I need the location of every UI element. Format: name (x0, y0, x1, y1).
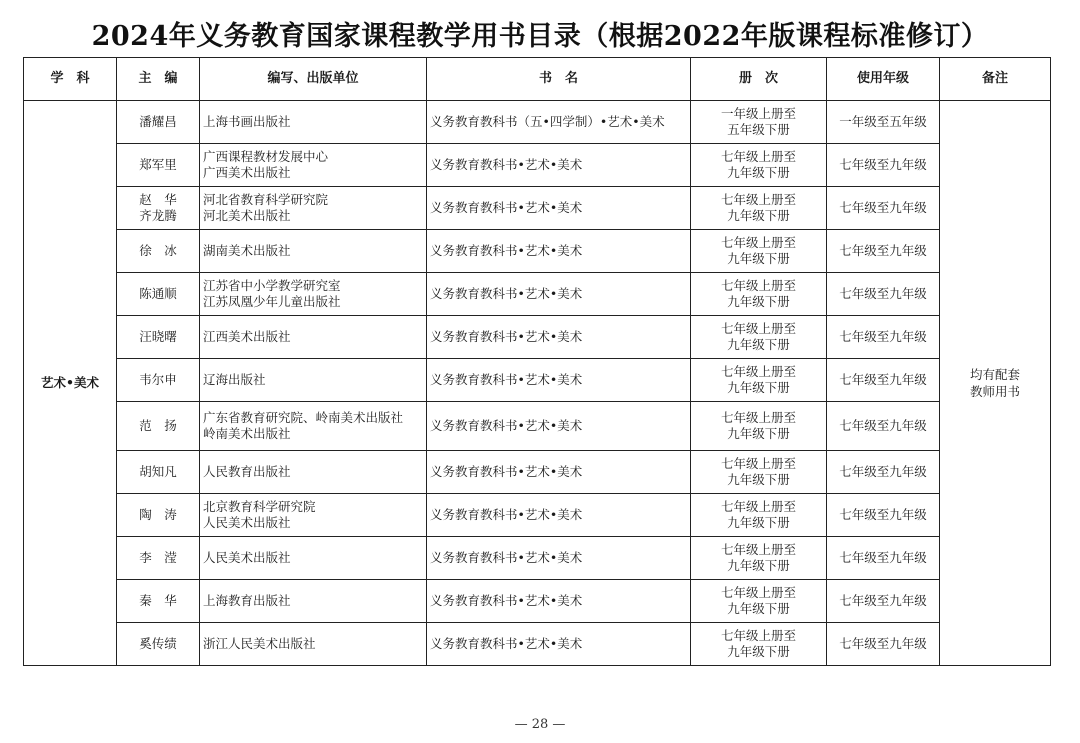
remarks-cell (940, 101, 1051, 666)
volume-range-line: 七年级上册至 (720, 628, 796, 643)
book-title-cell: 义务教育教科书•艺术•美术 (427, 144, 691, 187)
editor-name: 陈通顺 (139, 286, 177, 301)
publisher-cell (200, 144, 427, 187)
table-row (24, 451, 1051, 494)
editor-cell (117, 230, 200, 273)
table-row (24, 230, 1051, 273)
volumes-cell (691, 402, 827, 451)
publisher-cell (200, 359, 427, 402)
subject-cell: 艺术•美术 (24, 101, 117, 666)
editor-name: 胡知凡 (139, 464, 177, 479)
book-title-cell: 义务教育教科书•艺术•美术 (427, 451, 691, 494)
editor-name: 徐 冰 (139, 243, 177, 258)
publisher-cell (200, 316, 427, 359)
volume-range-line: 九年级下册 (727, 165, 790, 180)
book-title-cell: 义务教育教科书•艺术•美术 (427, 402, 691, 451)
grades-cell: 七年级至九年级 (827, 187, 940, 230)
volumes-cell (691, 623, 827, 666)
publisher-name: 人民教育出版社 (203, 464, 291, 479)
volume-range-line: 七年级上册至 (720, 364, 796, 379)
header-editor: 主 编 (117, 58, 200, 101)
publisher-cell (200, 273, 427, 316)
book-title-cell: 义务教育教科书•艺术•美术 (427, 623, 691, 666)
page-number: — 28 — (514, 717, 566, 732)
book-title-cell: 义务教育教科书•艺术•美术 (427, 580, 691, 623)
editor-name: 范 扬 (139, 418, 177, 433)
grades-cell: 七年级至九年级 (827, 537, 940, 580)
volume-range-line: 九年级下册 (727, 251, 790, 266)
grades-cell: 七年级至九年级 (827, 451, 940, 494)
table-row (24, 359, 1051, 402)
volume-range-line: 九年级下册 (727, 515, 790, 530)
publisher-cell (200, 230, 427, 273)
editor-cell (117, 623, 200, 666)
table-row (24, 101, 1051, 144)
header-book-title: 书 名 (427, 58, 691, 101)
editor-name: 陶 涛 (139, 507, 177, 522)
publisher-name: 广东省教育研究院、岭南美术出版社 (203, 410, 404, 425)
publisher-name: 上海教育出版社 (203, 593, 291, 608)
volumes-cell (691, 101, 827, 144)
editor-cell (117, 273, 200, 316)
volume-range-line: 七年级上册至 (720, 235, 796, 250)
volume-range-line: 七年级上册至 (720, 149, 796, 164)
page-title: 2024年义务教育国家课程教学用书目录（根据2022年版课程标准修订） (91, 21, 989, 52)
publisher-cell (200, 494, 427, 537)
editor-cell (117, 187, 200, 230)
textbook-catalog-table (23, 57, 1051, 666)
grades-cell: 七年级至九年级 (827, 316, 940, 359)
publisher-name: 河北省教育科学研究院 (203, 192, 329, 207)
volumes-cell (691, 494, 827, 537)
table-row (24, 494, 1051, 537)
grades-cell: 七年级至九年级 (827, 580, 940, 623)
publisher-name: 江苏凤凰少年儿童出版社 (203, 294, 341, 309)
grades-cell: 一年级至五年级 (827, 101, 940, 144)
table-row (24, 580, 1051, 623)
editor-name: 郑军里 (139, 157, 177, 172)
book-title-cell: 义务教育教科书•艺术•美术 (427, 316, 691, 359)
editor-cell (117, 402, 200, 451)
table-header-row (24, 58, 1051, 101)
grades-cell: 七年级至九年级 (827, 623, 940, 666)
publisher-name: 人民美术出版社 (203, 515, 291, 530)
editor-name: 李 滢 (139, 550, 177, 565)
editor-cell (117, 494, 200, 537)
editor-name: 潘耀昌 (139, 114, 177, 129)
grades-cell: 七年级至九年级 (827, 494, 940, 537)
editor-cell (117, 144, 200, 187)
volumes-cell (691, 359, 827, 402)
table-row (24, 316, 1051, 359)
table-row (24, 144, 1051, 187)
publisher-cell (200, 402, 427, 451)
editor-cell (117, 537, 200, 580)
publisher-name: 江西美术出版社 (203, 329, 291, 344)
book-title-cell: 义务教育教科书•艺术•美术 (427, 187, 691, 230)
volumes-cell (691, 230, 827, 273)
volume-range-line: 七年级上册至 (720, 456, 796, 471)
table-row (24, 623, 1051, 666)
volume-range-line: 九年级下册 (727, 380, 790, 395)
book-title-cell: 义务教育教科书（五•四学制）•艺术•美术 (427, 101, 691, 144)
publisher-cell (200, 623, 427, 666)
editor-name: 奚传绩 (139, 636, 177, 651)
publisher-name: 上海书画出版社 (203, 114, 291, 129)
editor-name: 汪晓曙 (139, 329, 177, 344)
publisher-name: 广西课程教材发展中心 (203, 149, 329, 164)
publisher-name: 人民美术出版社 (203, 550, 291, 565)
volume-range-line: 七年级上册至 (720, 278, 796, 293)
header-grades: 使用年级 (827, 58, 940, 101)
table-row (24, 402, 1051, 451)
table-row (24, 537, 1051, 580)
volume-range-line: 五年级下册 (727, 122, 790, 137)
volume-range-line: 九年级下册 (727, 601, 790, 616)
volume-range-line: 九年级下册 (727, 472, 790, 487)
book-title-cell: 义务教育教科书•艺术•美术 (427, 537, 691, 580)
volumes-cell (691, 273, 827, 316)
publisher-name: 广西美术出版社 (203, 165, 291, 180)
editor-cell (117, 451, 200, 494)
grades-cell: 七年级至九年级 (827, 144, 940, 187)
editor-name: 赵 华 齐龙腾 (139, 192, 177, 223)
grades-cell: 七年级至九年级 (827, 230, 940, 273)
volume-range-line: 一年级上册至 (720, 106, 796, 121)
grades-cell: 七年级至九年级 (827, 273, 940, 316)
volume-range-line: 九年级下册 (727, 337, 790, 352)
volume-range-line: 九年级下册 (727, 294, 790, 309)
volumes-cell (691, 537, 827, 580)
publisher-name: 河北美术出版社 (203, 208, 291, 223)
publisher-name: 浙江人民美术出版社 (203, 636, 316, 651)
publisher-name: 岭南美术出版社 (203, 426, 291, 441)
editor-cell (117, 580, 200, 623)
volumes-cell (691, 187, 827, 230)
volume-range-line: 七年级上册至 (720, 410, 796, 425)
remark-text: 均有配套教师用书 (969, 367, 1020, 399)
volumes-cell (691, 144, 827, 187)
volumes-cell (691, 580, 827, 623)
publisher-name: 北京教育科学研究院 (203, 499, 316, 514)
volume-range-line: 九年级下册 (727, 558, 790, 573)
publisher-cell (200, 451, 427, 494)
volume-range-line: 七年级上册至 (720, 585, 796, 600)
publisher-name: 辽海出版社 (203, 372, 266, 387)
header-publisher: 编写、出版单位 (200, 58, 427, 101)
editor-cell (117, 101, 200, 144)
header-volumes: 册 次 (691, 58, 827, 101)
book-title-cell: 义务教育教科书•艺术•美术 (427, 494, 691, 537)
volume-range-line: 九年级下册 (727, 208, 790, 223)
editor-name: 秦 华 (139, 593, 177, 608)
editor-name: 韦尔申 (139, 372, 177, 387)
grades-cell: 七年级至九年级 (827, 402, 940, 451)
volume-range-line: 七年级上册至 (720, 542, 796, 557)
publisher-cell (200, 537, 427, 580)
publisher-name: 江苏省中小学教学研究室 (203, 278, 341, 293)
book-title-cell: 义务教育教科书•艺术•美术 (427, 230, 691, 273)
publisher-name: 湖南美术出版社 (203, 243, 291, 258)
volume-range-line: 九年级下册 (727, 644, 790, 659)
header-subject: 学 科 (24, 58, 117, 101)
table-row (24, 273, 1051, 316)
publisher-cell (200, 187, 427, 230)
book-title-cell: 义务教育教科书•艺术•美术 (427, 273, 691, 316)
publisher-cell (200, 580, 427, 623)
volumes-cell (691, 451, 827, 494)
table-row (24, 187, 1051, 230)
publisher-cell (200, 101, 427, 144)
volume-range-line: 九年级下册 (727, 426, 790, 441)
grades-cell: 七年级至九年级 (827, 359, 940, 402)
volume-range-line: 七年级上册至 (720, 321, 796, 336)
volume-range-line: 七年级上册至 (720, 192, 796, 207)
volume-range-line: 七年级上册至 (720, 499, 796, 514)
header-remarks: 备注 (940, 58, 1051, 101)
book-title-cell: 义务教育教科书•艺术•美术 (427, 359, 691, 402)
volumes-cell (691, 316, 827, 359)
editor-cell (117, 359, 200, 402)
editor-cell (117, 316, 200, 359)
